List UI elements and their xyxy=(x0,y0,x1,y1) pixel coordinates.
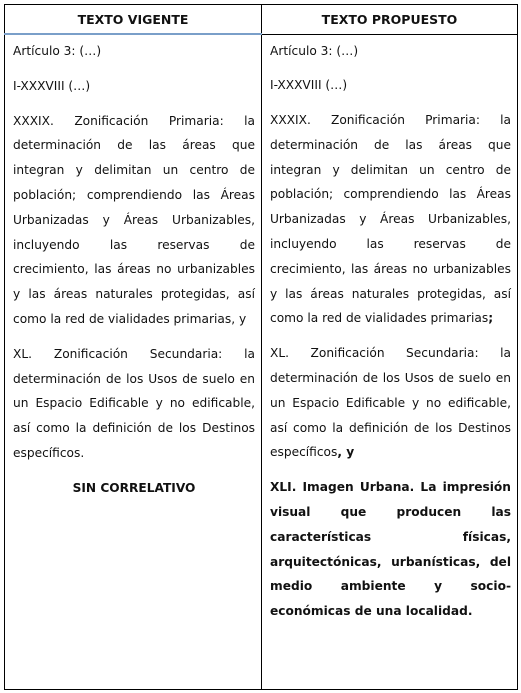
proposed-article-heading: Artículo 3: (…) xyxy=(270,43,359,58)
proposed-xxxix-ending: ; xyxy=(488,311,494,326)
no-correlative-label: SIN CORRELATIVO xyxy=(72,480,196,495)
comparison-document xyxy=(4,4,517,689)
current-text-column xyxy=(5,34,262,690)
proposed-text-column xyxy=(262,34,518,690)
proposed-fraction-xxxix xyxy=(270,108,511,331)
current-fraction-xxxix: XXXIX. Zonificación Primaria: la determinación de las áreas que integran y delimitan un centro de población; comprendiendo las Áreas Urbanizadas y Áreas Urbanizables, incluyendo las reservas de crecimiento, las áreas no urbanizables y las áreas naturales protegidas, así como la red de vialidades primarias, y xyxy=(13,113,255,326)
header-row xyxy=(5,5,518,35)
proposed-fraction-xli: XLI. Imagen Urbana. La impresión visual que producen las características físicas, arquitectónicas, urbanísticas, del medio ambiente y socio-económicas de una localidad. xyxy=(270,480,511,619)
content-row xyxy=(5,34,518,690)
proposed-fraction-range: I-XXXVIII (…) xyxy=(270,78,348,93)
proposed-xl-text: XL. Zonificación Secundaria: la determinación de los Usos de suelo en un Espacio Edificable y no edificable, así como la definición de los Destinos específicos xyxy=(270,346,511,460)
header-proposed-text: TEXTO PROPUESTO xyxy=(262,5,518,35)
current-fraction-range: I-XXXVIII (…) xyxy=(13,78,91,93)
proposed-xxxix-text: XXXIX. Zonificación Primaria: la determinación de las áreas que integran y delimitan un centro de población; comprendiendo las Áreas Urbanizadas y Áreas Urbanizables, incluyendo las reservas de crecimiento, las áreas no urbanizables y las áreas naturales protegidas, así como la red de vialidades primarias xyxy=(270,113,511,326)
current-fraction-xl: XL. Zonificación Secundaria: la determinación de los Usos de suelo en un Espacio Edificable y no edificable, así como la definición de los Destinos específicos. xyxy=(13,346,255,460)
proposed-fraction-xl xyxy=(270,341,511,465)
comparison-table xyxy=(4,4,518,690)
proposed-xl-ending: , y xyxy=(337,445,355,460)
header-current-text: TEXTO VIGENTE xyxy=(5,5,262,35)
current-article-heading: Artículo 3: (…) xyxy=(13,44,102,58)
